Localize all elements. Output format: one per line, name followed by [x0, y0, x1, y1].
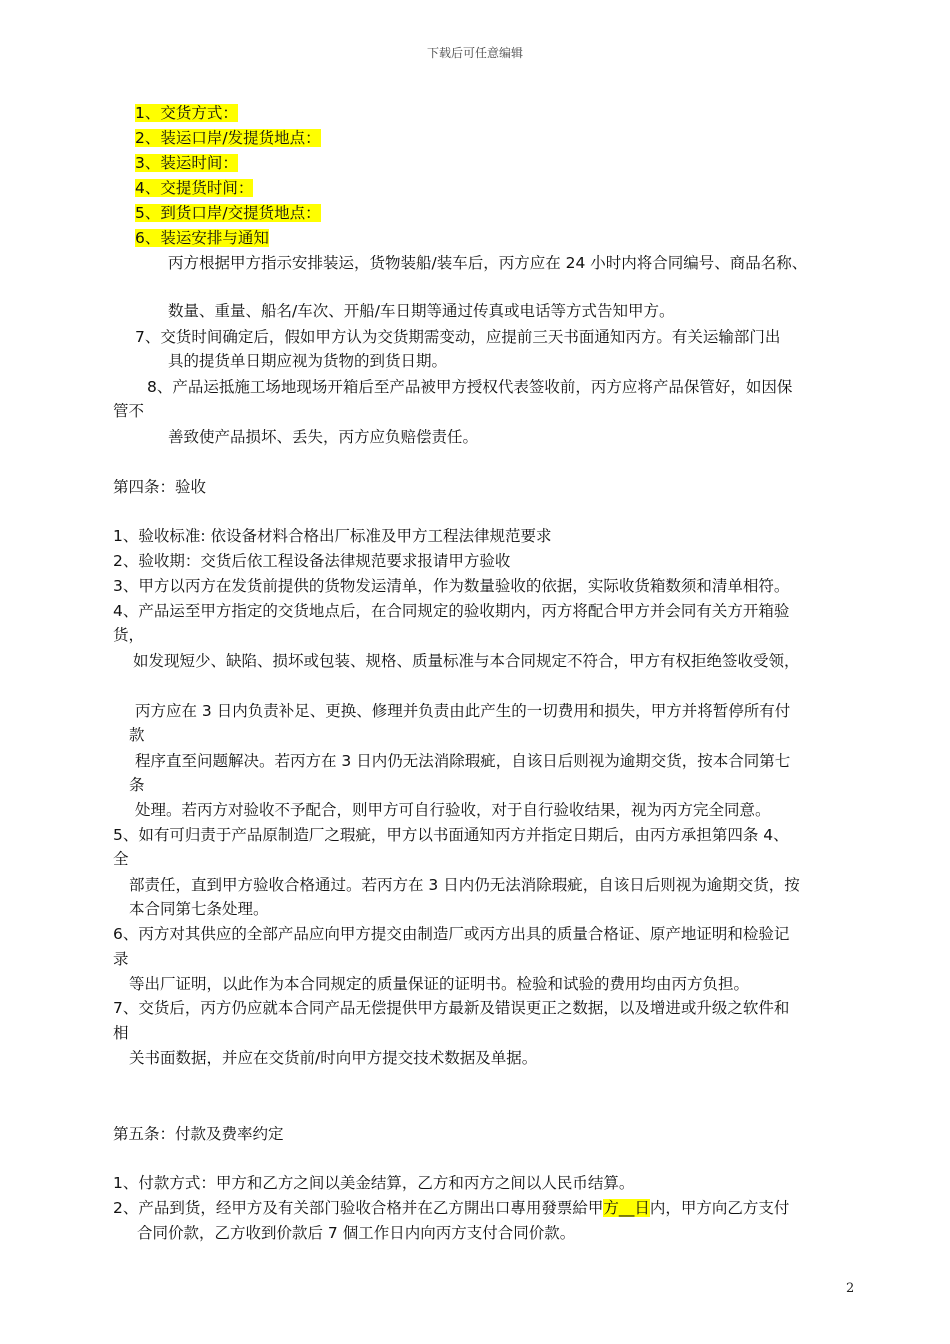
article4-line: 相	[113, 1024, 129, 1042]
article5-item-1: 1、付款方式：甲方和乙方之间以美金结算，乙方和丙方之间以人民币结算。	[113, 1174, 635, 1192]
article4-line: 关书面数据，并应在交货前/时向甲方提交技术数据及单据。	[129, 1049, 538, 1067]
item7-line-1: 7、交货时间确定后，假如甲方认为交货期需变动，应提前三天书面通知丙方。有关运输部门出	[135, 328, 781, 346]
delivery-item-6: 6、装运安排与通知	[135, 229, 269, 247]
delivery-item-5: 5、到货口岸/交提货地点：	[135, 204, 321, 222]
article5-title: 第五条：付款及费率约定	[113, 1125, 284, 1143]
delivery-item-2: 2、装运口岸/发提货地点：	[135, 129, 321, 147]
article4-line: 本合同第七条处理。	[129, 900, 269, 918]
highlighted-date: 方__日	[603, 1199, 650, 1217]
article4-line: 款	[129, 726, 145, 744]
item8-line-3: 善致使产品损坏、丢失，丙方应负赔偿责任。	[168, 428, 479, 446]
delivery-item-3: 3、装运时间：	[135, 154, 238, 172]
article4-line: 条	[129, 776, 145, 794]
article4-line: 录	[113, 950, 129, 968]
article4-line: 7、交货后，丙方仍应就本合同产品无偿提供甲方最新及错误更正之数据，以及增进或升级之软件和	[113, 999, 790, 1017]
page-number: 2	[846, 1281, 855, 1296]
article4-line: 如发现短少、缺陷、损坏或包装、规格、质量标准与本合同规定不符合，甲方有权拒绝签收受领，	[133, 652, 800, 670]
notice-line-1: 丙方根据甲方指示安排装运，货物装船/装车后，丙方应在 24 小时内将合同编号、商品名称、	[168, 254, 808, 272]
article4-line: 部责任，直到甲方验收合格通过。若丙方在 3 日内仍无法消除瑕疵，自该日后则视为逾期交货，按	[129, 876, 800, 894]
item7-line-2: 具的提货单日期应视为货物的到货日期。	[168, 352, 448, 370]
article4-line: 全	[113, 850, 129, 868]
item8-line-2: 管不	[113, 402, 145, 420]
article4-line: 货，	[113, 626, 145, 644]
item8-line-1: 8、产品运抵施工场地现场开箱后至产品被甲方授权代表签收前，丙方应将产品保管好，如因保	[147, 378, 793, 396]
notice-line-2: 数量、重量、船名/车次、开船/车日期等通过传真或电话等方式告知甲方。	[168, 302, 675, 320]
article4-line: 等出厂证明，以此作为本合同规定的质量保证的证明书。检验和试验的费用均由丙方负担。	[129, 975, 750, 993]
delivery-item-1: 1、交货方式：	[135, 104, 238, 122]
article4-line: 5、如有可归责于产品原制造厂之瑕疵，甲方以书面通知丙方并指定日期后，由丙方承担第四条 4、	[113, 826, 789, 844]
article4-line: 2、验收期：交货后依工程设备法律规范要求报请甲方验收	[113, 552, 511, 570]
article4-line: 4、产品运至甲方指定的交货地点后，在合同规定的验收期内，丙方将配合甲方并会同有关方开箱验	[113, 602, 790, 620]
article4-line: 程序直至问题解决。若丙方在 3 日内仍无法消除瑕疵，自该日后则视为逾期交货，按本合同第七	[135, 752, 791, 770]
article4-line: 3、甲方以丙方在发货前提供的货物发运清单，作为数量验收的依据，实际收货箱数须和清单相符。	[113, 577, 790, 595]
article4-title: 第四条：验收	[113, 478, 207, 496]
delivery-item-4: 4、交提货时间：	[135, 179, 254, 197]
article5-item-2-line-2: 合同价款，乙方收到价款后 7 個工作日内向丙方支付合同价款。	[137, 1224, 576, 1242]
article4-line: 1、验收标准: 依设备材料合格出厂标准及甲方工程法律规范要求	[113, 527, 552, 545]
article4-line: 处理。若丙方对验收不予配合，则甲方可自行验收，对于自行验收结果，视为丙方完全同意。	[135, 801, 771, 819]
article4-line: 丙方应在 3 日内负责补足、更换、修理并负责由此产生的一切费用和损失，甲方并将暂停所有付	[135, 702, 791, 720]
page-header: 下载后可任意编辑	[426, 46, 523, 60]
article5-item-2: 2、产品到货，经甲方及有关部门验收合格并在乙方開出口專用發票給甲方__日内，甲方向乙方支付	[113, 1199, 790, 1217]
article4-line: 6、丙方对其供应的全部产品应向甲方提交由制造厂或丙方出具的质量合格证、原产地证明和检验记	[113, 925, 790, 943]
